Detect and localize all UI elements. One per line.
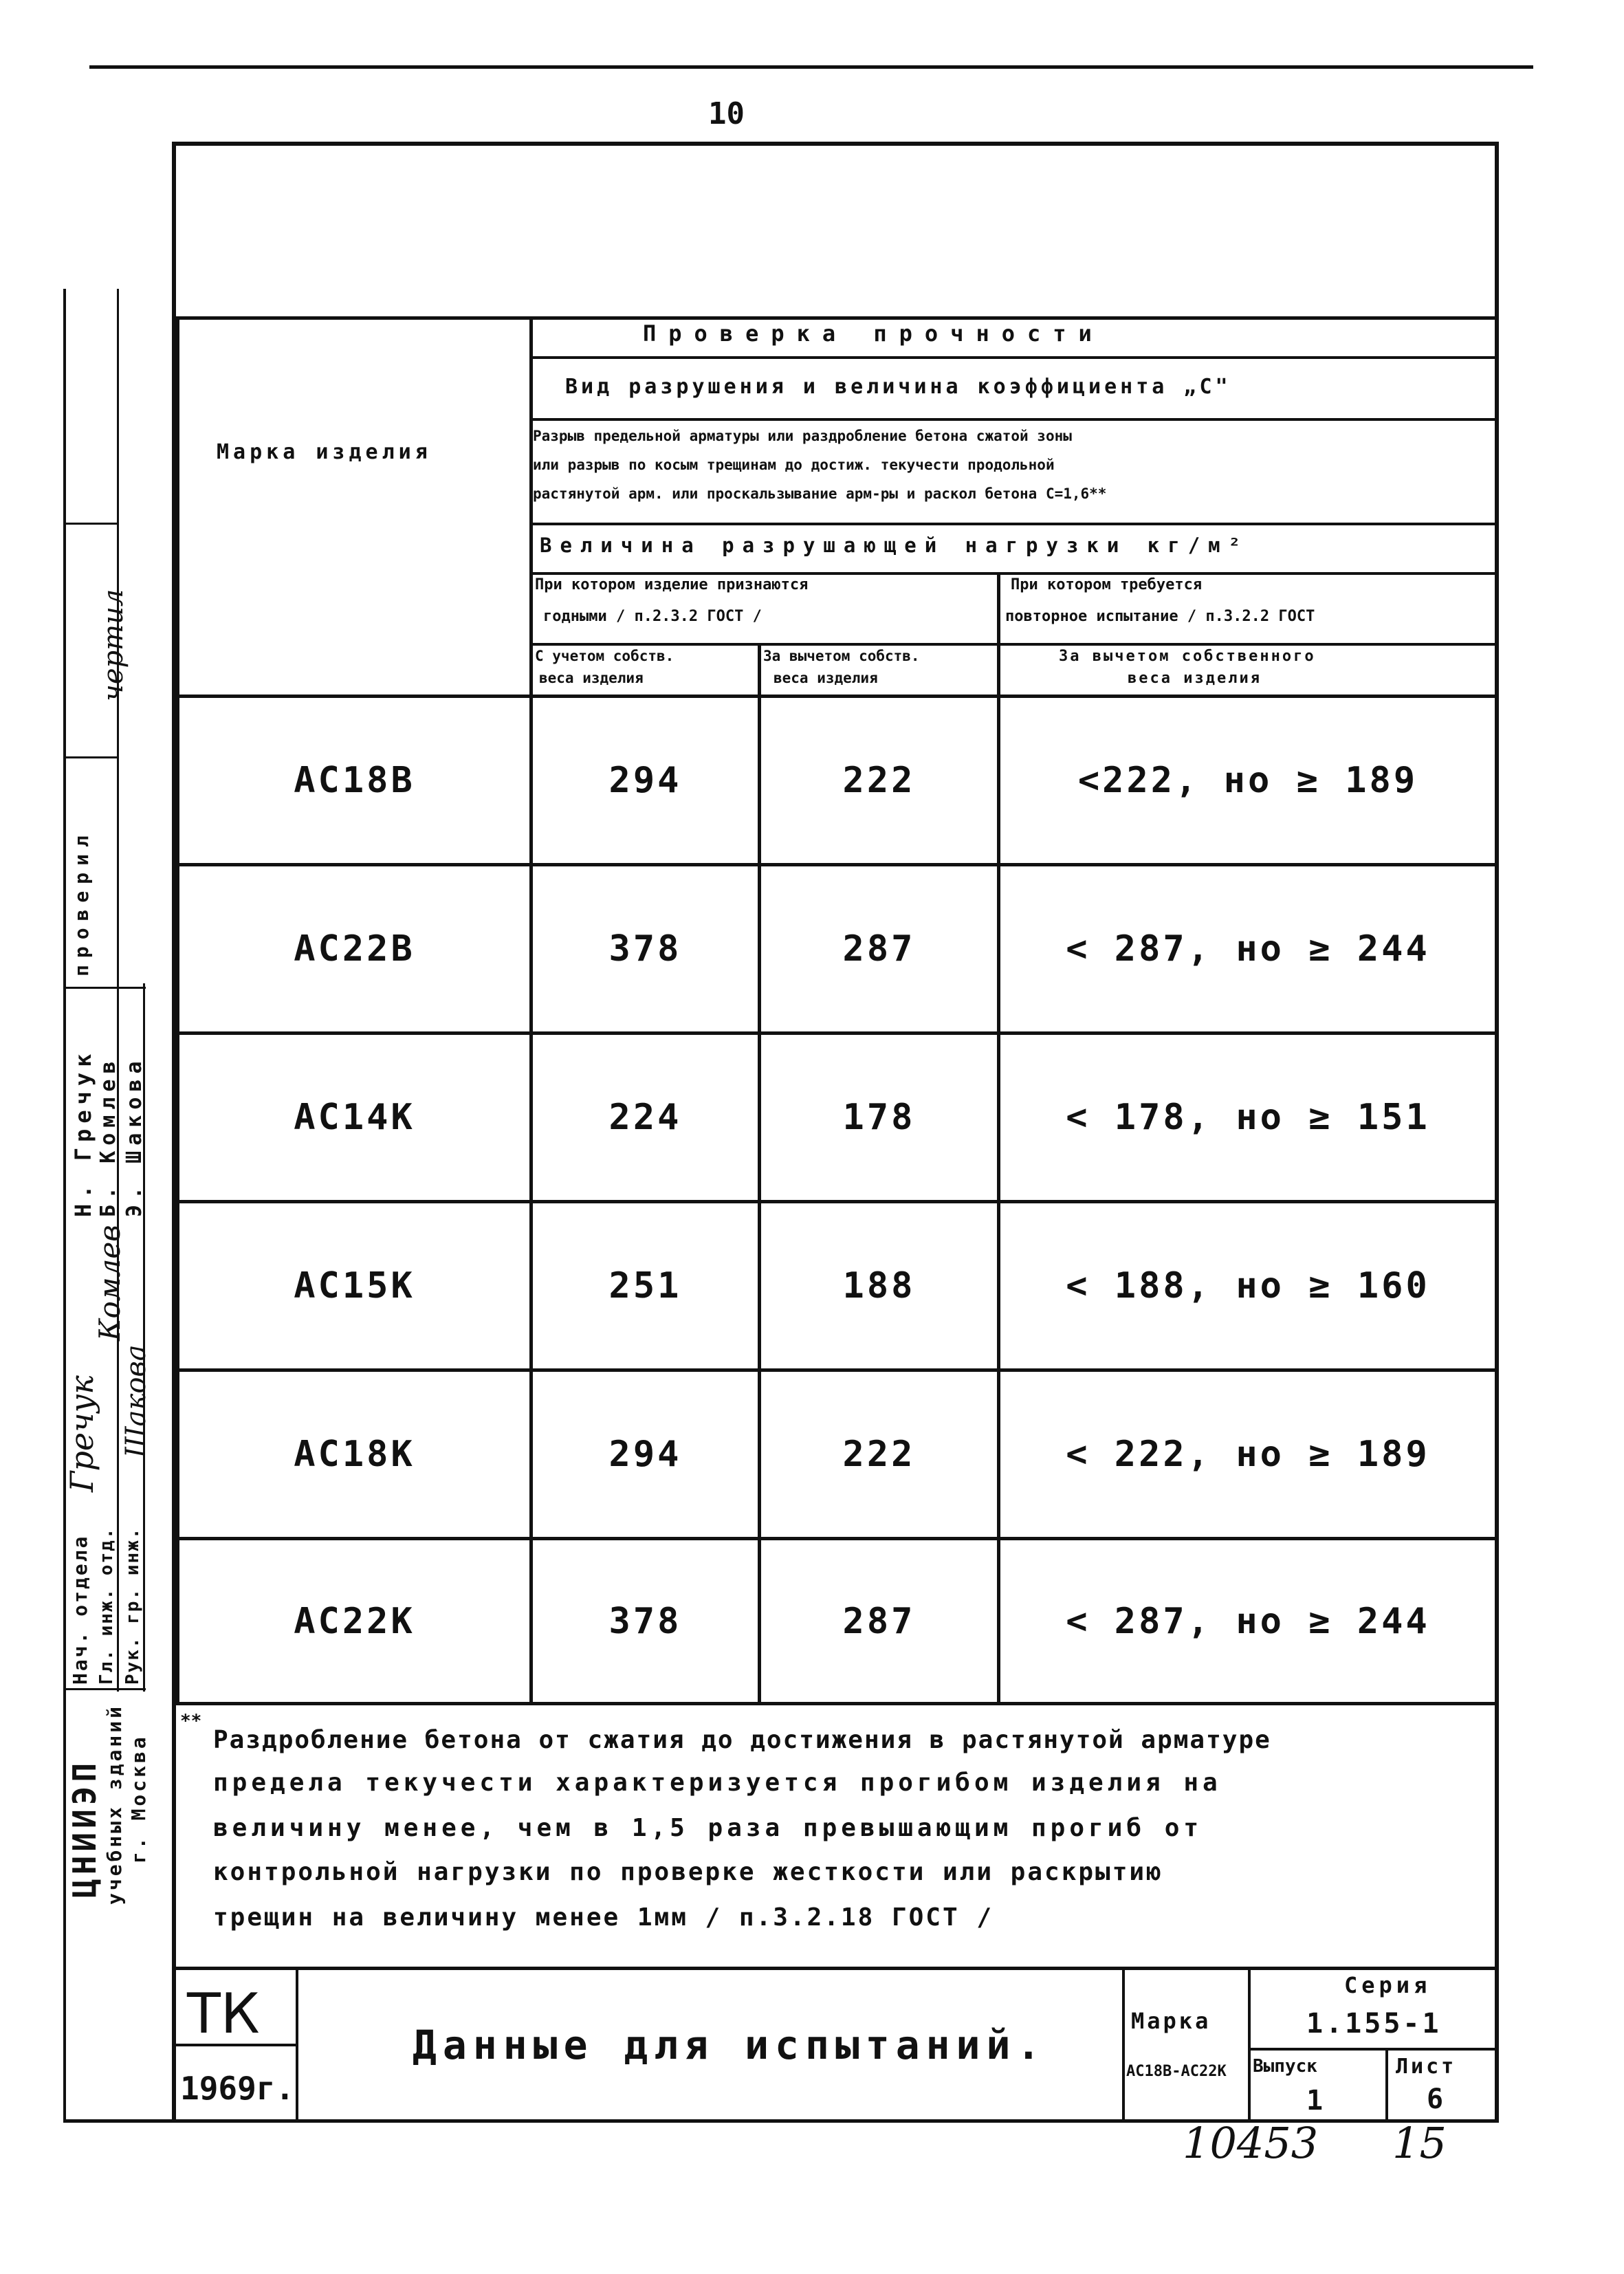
row-retest: < 178, но ≥ 151 bbox=[1066, 1097, 1430, 1138]
stamp-name-2: Б. Комлев bbox=[96, 1056, 120, 1217]
failure-desc-line-2: или разрыв по косым трещинам до достиж. текучести продольной bbox=[533, 457, 1055, 473]
titleblock-v3 bbox=[1248, 1967, 1251, 2121]
titleblock-v2 bbox=[1122, 1967, 1125, 2121]
col-with-weight-2: веса изделия bbox=[539, 670, 644, 686]
accepted-header-2: годными / п.2.3.2 ГОСТ / bbox=[543, 608, 762, 625]
row-minus-weight: 287 bbox=[842, 928, 916, 970]
series-label: Серия bbox=[1344, 1972, 1431, 1998]
row-mark: АС14К bbox=[294, 1097, 415, 1138]
row-minus-weight: 222 bbox=[842, 1434, 916, 1475]
row-retest: < 222, но ≥ 189 bbox=[1066, 1434, 1430, 1475]
stamp-divider-4 bbox=[63, 523, 118, 525]
row-retest: <222, но ≥ 189 bbox=[1077, 760, 1418, 801]
frame-top bbox=[172, 142, 1499, 146]
hline-1 bbox=[529, 356, 1499, 359]
retest-header-1: При котором требуется bbox=[1011, 576, 1203, 593]
col-with-weight-1: С учетом собств. bbox=[535, 648, 674, 664]
col-minus-weight-1: За вычетом собств. bbox=[763, 648, 920, 664]
failure-desc-line-3: растянутой арм. или проскальзывание арм-ры и раскол бетона С=1,6** bbox=[533, 485, 1107, 502]
row-with-weight: 294 bbox=[608, 760, 682, 801]
row-mark: АС22В bbox=[294, 928, 415, 970]
stamp-name-3: Э. Шакова bbox=[122, 1056, 146, 1217]
row-minus-weight: 178 bbox=[842, 1097, 916, 1138]
handwritten-number: 10453 bbox=[1183, 2118, 1319, 2168]
stamp-mid-edge bbox=[117, 289, 119, 1692]
mark-label: Марка bbox=[1131, 2008, 1211, 2034]
stamp-role-2: Гл. инж. отд. bbox=[96, 1527, 117, 1685]
row-mark: АС15К bbox=[294, 1265, 415, 1307]
titleblock-top bbox=[176, 1967, 1499, 1970]
row-mark: АС18К bbox=[294, 1434, 415, 1475]
stamp-name-1: Н. Гречук bbox=[70, 1048, 96, 1217]
load-header: Величина разрушающей нагрузки кг/м² bbox=[540, 534, 1249, 557]
retest-header-2: повторное испытание / п.3.2.2 ГОСТ bbox=[1005, 608, 1315, 625]
footnote-line-1: Раздробление бетона от сжатия до достижения в растянутой арматуре bbox=[213, 1726, 1271, 1754]
titleblock-h-right bbox=[1248, 2048, 1499, 2051]
col-retest-sub-1: За вычетом собственного bbox=[1059, 648, 1316, 665]
mark-header: Марка изделия bbox=[217, 440, 432, 464]
titleblock-year: 1969г. bbox=[180, 2070, 295, 2107]
sheet-value: 6 bbox=[1427, 2084, 1444, 2115]
footnote-line-2: предела текучести характеризуется прогибом изделия на bbox=[213, 1769, 1222, 1797]
strength-check-header: Проверка прочности bbox=[643, 320, 1104, 347]
row-retest: < 188, но ≥ 160 bbox=[1066, 1265, 1430, 1307]
table-bottom bbox=[176, 1702, 1499, 1705]
stamp-divider-3 bbox=[63, 756, 118, 758]
row-with-weight: 378 bbox=[608, 1600, 682, 1642]
stamp-signature-1: Гречук bbox=[63, 1375, 100, 1492]
hline-5 bbox=[529, 643, 1499, 646]
row-with-weight: 224 bbox=[608, 1097, 682, 1138]
hline-4 bbox=[529, 572, 1499, 575]
stamp-role-1: Нач. отдела bbox=[69, 1534, 91, 1685]
footnote-line-4: контрольной нагрузки по проверке жесткости или раскрытию bbox=[213, 1858, 1163, 1886]
row-with-weight: 251 bbox=[608, 1265, 682, 1307]
row-with-weight: 294 bbox=[608, 1434, 682, 1475]
titleblock-code: ТК bbox=[187, 1982, 260, 2046]
row-retest: < 287, но ≥ 244 bbox=[1066, 1600, 1430, 1642]
stamp-org-2: учебных зданий bbox=[103, 1703, 126, 1905]
titleblock-v4 bbox=[1385, 2049, 1388, 2121]
stamp-org-3: г. Москва bbox=[127, 1734, 150, 1863]
row-minus-weight: 188 bbox=[842, 1265, 916, 1307]
row-with-weight: 378 bbox=[608, 928, 682, 970]
page-number: 10 bbox=[708, 96, 745, 131]
stamp-checked: проверил bbox=[70, 829, 93, 976]
hline-2 bbox=[529, 418, 1499, 421]
row-mark: АС18В bbox=[294, 760, 415, 801]
series-value: 1.155-1 bbox=[1306, 2008, 1442, 2040]
hline-3 bbox=[529, 523, 1499, 525]
stamp-signature-2: Комлев bbox=[93, 1225, 127, 1341]
stamp-divider-1 bbox=[63, 1688, 146, 1690]
sheet-label: Лист bbox=[1396, 2055, 1457, 2079]
row-minus-weight: 222 bbox=[842, 760, 916, 801]
footnote-line-5: трещин на величину менее 1мм / п.3.2.18 ГОСТ / bbox=[213, 1903, 994, 1932]
footnote-marker: ** bbox=[180, 1711, 202, 1731]
stamp-drawn: чертил bbox=[98, 589, 129, 701]
stamp-divider-2 bbox=[63, 987, 146, 989]
stamp-org-1: ЦНИИЭП bbox=[66, 1758, 103, 1898]
failure-desc-line-1: Разрыв предельной арматуры или раздробление бетона сжатой зоны bbox=[533, 428, 1072, 444]
col-retest-sub-2: веса изделия bbox=[1128, 670, 1262, 687]
row-minus-weight: 287 bbox=[842, 1600, 916, 1642]
stamp-role-3: Рук. гр. инж. bbox=[122, 1527, 143, 1685]
stamp-signature-3: Шакова bbox=[120, 1344, 152, 1458]
document-title: Данные для испытаний. bbox=[413, 2022, 1047, 2068]
mark-value: АС18В-АС22К bbox=[1126, 2063, 1227, 2080]
accepted-header-1: При котором изделие признаются bbox=[535, 576, 809, 593]
handwritten-sheet: 15 bbox=[1392, 2118, 1447, 2168]
table-top bbox=[176, 316, 1499, 320]
issue-value: 1 bbox=[1306, 2085, 1324, 2117]
row-retest: < 287, но ≥ 244 bbox=[1066, 928, 1430, 970]
top-scan-edge bbox=[89, 65, 1533, 69]
footnote-line-3: величину менее, чем в 1,5 раза превышающим прогиб от bbox=[213, 1814, 1203, 1842]
row-mark: АС22К bbox=[294, 1600, 415, 1642]
col-minus-weight-2: веса изделия bbox=[773, 670, 878, 686]
issue-label: Выпуск bbox=[1253, 2056, 1317, 2077]
failure-type-header: Вид разрушения и величина коэффициента „С" bbox=[565, 375, 1231, 399]
